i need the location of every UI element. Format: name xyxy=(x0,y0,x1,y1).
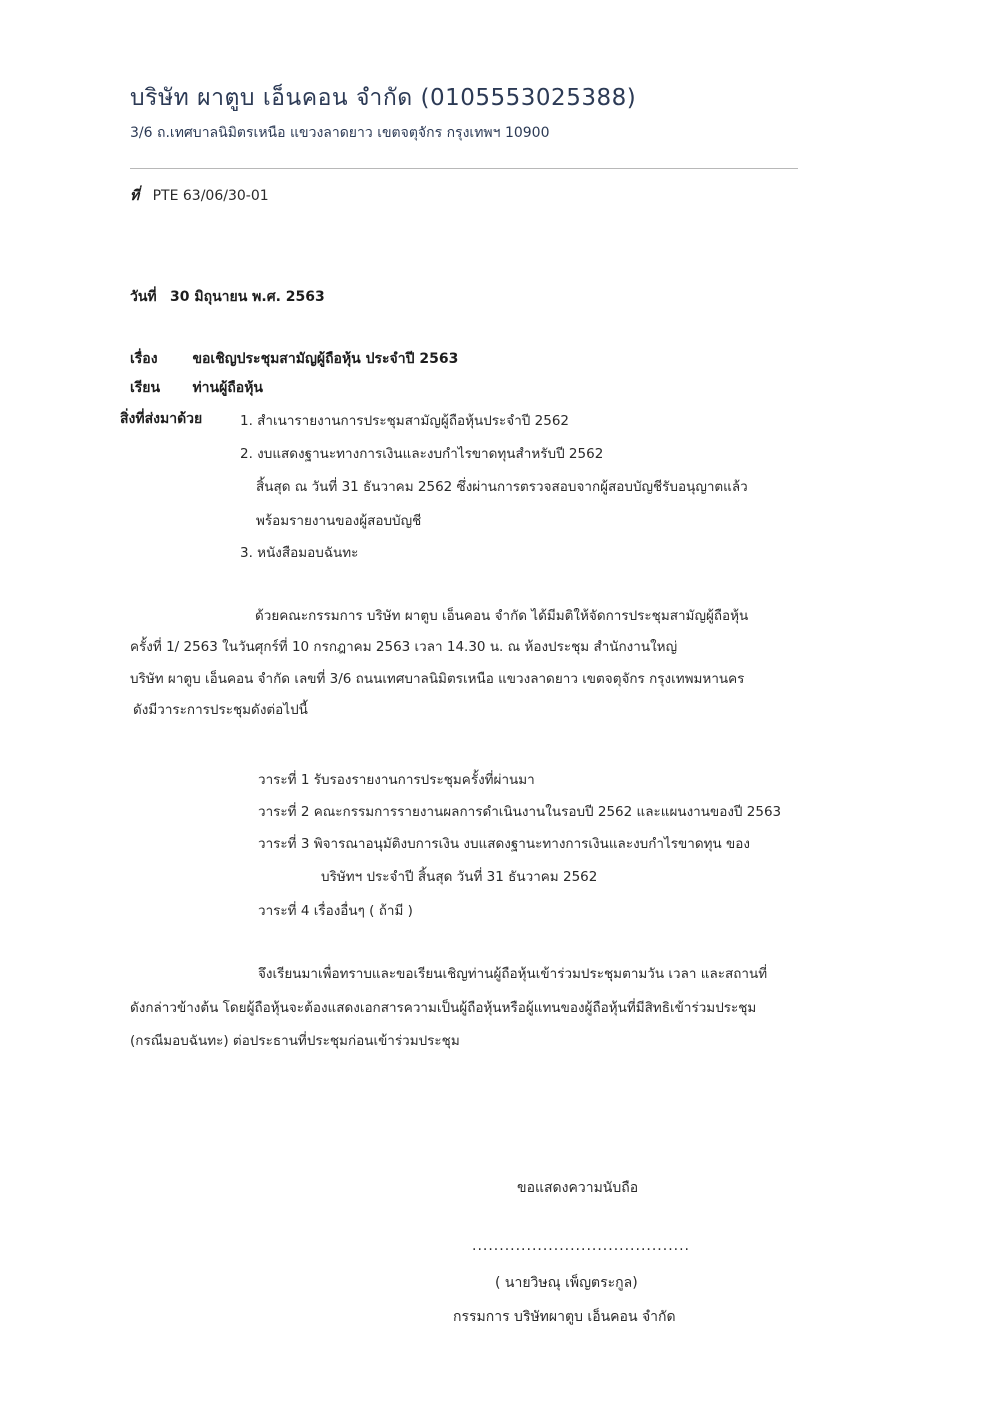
closing-text: ขอแสดงความนับถือ xyxy=(517,1180,639,1196)
reference-row xyxy=(130,185,269,207)
recipient-row xyxy=(130,377,263,399)
agenda-item: วาระที่ 2 คณะกรรมการรายงานผลการดำเนินงานในรอบปี 2562 และแผนงานของปี 2563 xyxy=(258,804,782,820)
date-row xyxy=(130,286,325,308)
signatory-title: กรรมการ บริษัทผาตูบ เอ็นคอน จำกัด xyxy=(453,1309,676,1325)
reference-label: ที่ xyxy=(130,188,140,204)
attachment-item-continued: พร้อมรายงานของผู้สอบบัญชี xyxy=(256,513,422,529)
body-paragraph-line: ดังกล่าวข้างต้น โดยผู้ถือหุ้นจะต้องแสดงเอกสารความเป็นผู้ถือหุ้นหรือผู้แทนของผู้ถือหุ้นที่มีสิทธิเข้าร่วมประชุม xyxy=(130,1000,757,1016)
company-address: 3/6 ถ.เทศบาลนิมิตรเหนือ แขวงลาดยาว เขตจตุจักร กรุงเทพฯ 10900 xyxy=(130,125,550,141)
attachment-item: 2. งบแสดงฐานะทางการเงินและงบกำไรขาดทุนสำหรับปี 2562 xyxy=(240,446,604,462)
agenda-item-continued: บริษัทฯ ประจำปี สิ้นสุด วันที่ 31 ธันวาคม 2562 xyxy=(321,869,598,885)
signature-line: ........................................ xyxy=(472,1238,691,1254)
body-paragraph-line: (กรณีมอบฉันทะ) ต่อประธานที่ประชุมก่อนเข้าร่วมประชุม xyxy=(130,1033,460,1049)
attachment-item: 3. หนังสือมอบฉันทะ xyxy=(240,545,359,561)
recipient-label: เรียน xyxy=(130,380,161,396)
agenda-item: วาระที่ 4 เรื่องอื่นๆ ( ถ้ามี ) xyxy=(258,903,413,919)
attachments-label: สิ่งที่ส่งมาด้วย xyxy=(120,411,203,427)
header-divider xyxy=(130,168,798,169)
attachment-item-continued: สิ้นสุด ณ วันที่ 31 ธันวาคม 2562 ซึ่งผ่านการตรวจสอบจากผู้สอบบัญชีรับอนุญาตแล้ว xyxy=(256,479,748,495)
body-paragraph-line: ดังมีวาระการประชุมดังต่อไปนี้ xyxy=(133,702,308,718)
attachment-item: 1. สำเนารายงานการประชุมสามัญผู้ถือหุ้นประจำปี 2562 xyxy=(240,413,570,429)
subject-label: เรื่อง xyxy=(130,351,158,367)
agenda-item: วาระที่ 3 พิจารณาอนุมัติงบการเงิน งบแสดงฐานะทางการเงินและงบกำไรขาดทุน ของ xyxy=(258,836,750,852)
reference-number: PTE 63/06/30-01 xyxy=(152,188,269,204)
body-paragraph-line: จึงเรียนมาเพื่อทราบและขอเรียนเชิญท่านผู้ถือหุ้นเข้าร่วมประชุมตามวัน เวลา และสถานที่ xyxy=(258,966,768,982)
recipient-value: ท่านผู้ถือหุ้น xyxy=(192,380,263,396)
signatory-name: ( นายวิษณุ เพ็ญตระกูล) xyxy=(495,1275,638,1291)
company-name: บริษัท ผาตูบ เอ็นคอน จำกัด (0105553025388) xyxy=(130,85,637,111)
body-paragraph-line: ครั้งที่ 1/ 2563 ในวันศุกร์ที่ 10 กรกฎาคม 2563 เวลา 14.30 น. ณ ห้องประชุม สำนักงานใหญ่ xyxy=(130,639,678,655)
date-value: 30 มิถุนายน พ.ศ. 2563 xyxy=(170,289,325,305)
subject-row xyxy=(130,348,458,370)
body-paragraph-line: ด้วยคณะกรรมการ บริษัท ผาตูบ เอ็นคอน จำกัด ได้มีมติให้จัดการประชุมสามัญผู้ถือหุ้น xyxy=(255,608,749,624)
agenda-item: วาระที่ 1 รับรองรายงานการประชุมครั้งที่ผ่านมา xyxy=(258,772,535,788)
body-paragraph-line: บริษัท ผาตูบ เอ็นคอน จำกัด เลขที่ 3/6 ถนนเทศบาลนิมิตรเหนือ แขวงลาดยาว เขตจตุจักร กรุงเทพมหานคร xyxy=(130,671,745,687)
subject-value: ขอเชิญประชุมสามัญผู้ถือหุ้น ประจำปี 2563 xyxy=(192,351,459,367)
date-label: วันที่ xyxy=(130,289,157,305)
